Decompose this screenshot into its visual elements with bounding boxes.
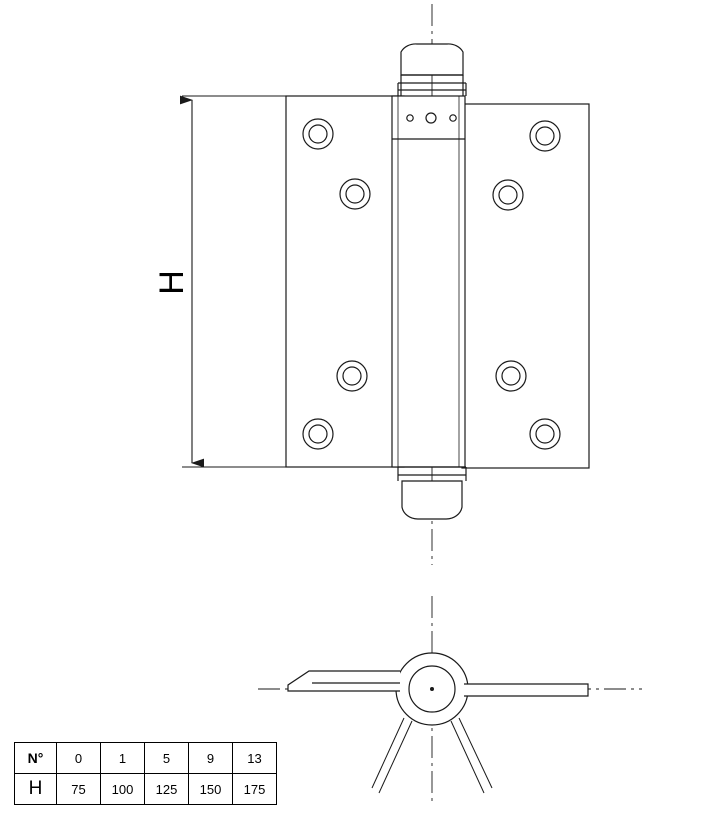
table-cell-no-1: 1: [101, 743, 145, 774]
screw-hole: [340, 179, 370, 209]
table-cell-h: H: [15, 774, 57, 805]
table-cell-h-75: 75: [57, 774, 101, 805]
table-row-header: [15, 743, 277, 774]
table-cell-h-150: 150: [189, 774, 233, 805]
top-view-right-leaf: [464, 684, 588, 696]
table-cell-no-9: 9: [189, 743, 233, 774]
left-leaf-plate: [286, 96, 404, 467]
dimension-h-label: H: [153, 269, 191, 295]
table-cell-no-13: 13: [233, 743, 277, 774]
table-cell-h-175: 175: [233, 774, 277, 805]
screw-hole: [530, 121, 560, 151]
screw-hole: [303, 419, 333, 449]
screw-hole: [530, 419, 560, 449]
table-cell-h-125: 125: [145, 774, 189, 805]
top-view-barrel: [396, 653, 468, 725]
hinge-barrel: [392, 96, 465, 467]
size-table: [14, 742, 277, 805]
screw-hole: [493, 180, 523, 210]
dimension-h: [182, 96, 300, 467]
table-row-values: [15, 774, 277, 805]
table-cell-no-5: 5: [145, 743, 189, 774]
barrel-bottom-cap: [398, 467, 466, 519]
screw-hole: [337, 361, 367, 391]
right-leaf-plate: [462, 104, 589, 468]
table-cell-h-100: 100: [101, 774, 145, 805]
table-cell-no-0: 0: [57, 743, 101, 774]
screw-hole: [303, 119, 333, 149]
table-cell-no: N°: [15, 743, 57, 774]
screw-hole: [496, 361, 526, 391]
top-view-left-leaf: [288, 671, 400, 691]
